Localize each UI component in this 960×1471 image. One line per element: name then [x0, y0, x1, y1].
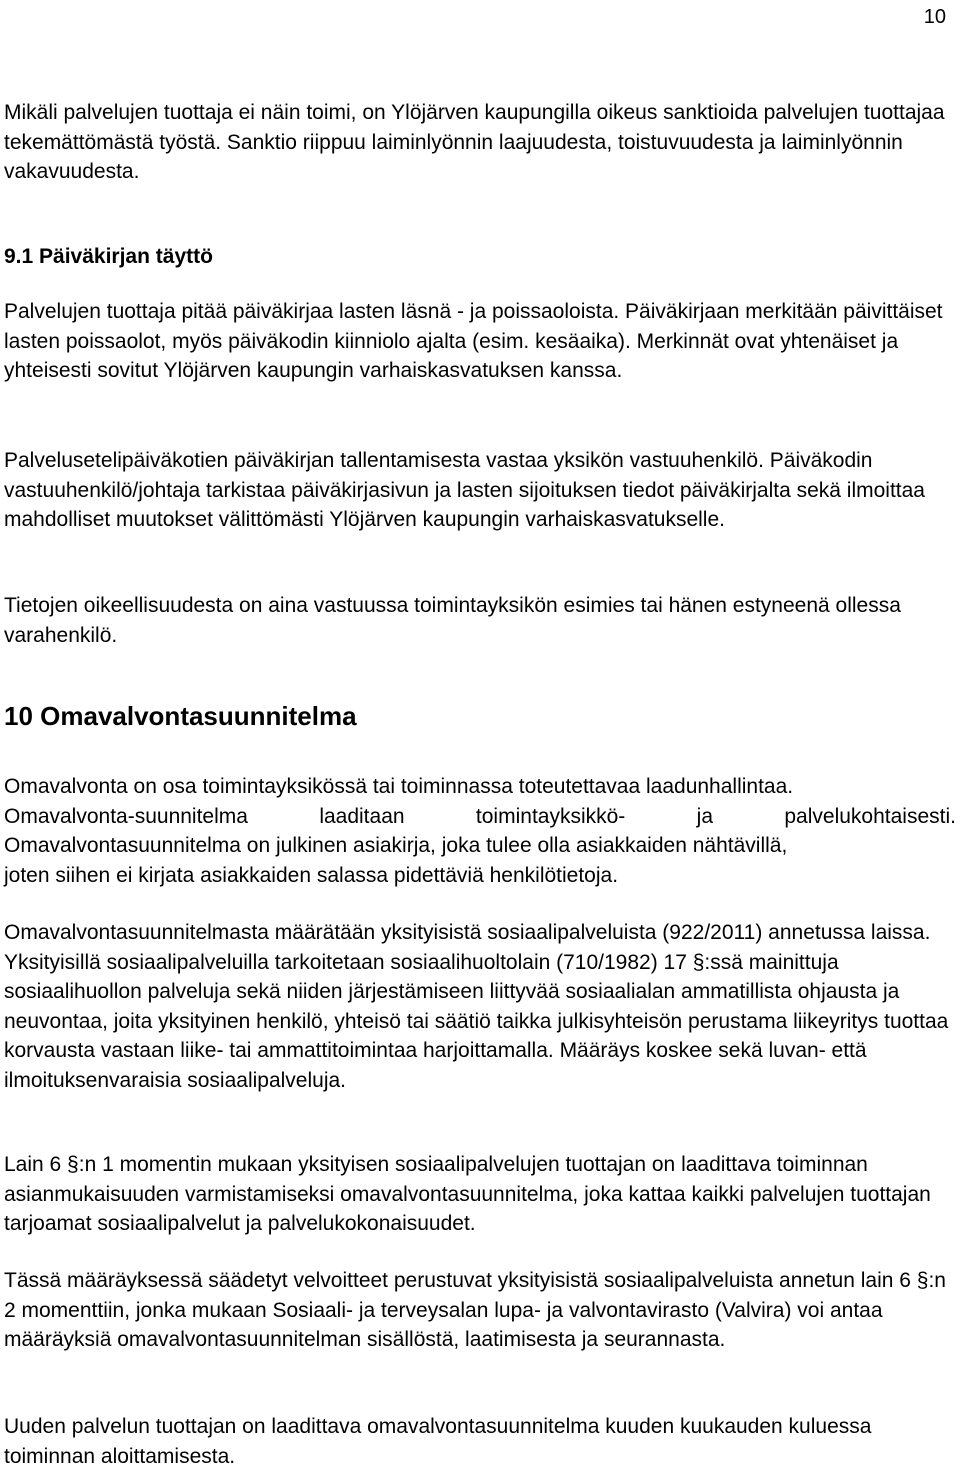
section-10-paragraph-5: Uuden palvelun tuottajan on laadittava omavalvontasuunnitelma kuuden kuukauden kuluessa toiminnan aloittamisesta. [4, 1415, 872, 1468]
section-10-paragraph-1-line: joten siihen ei kirjata asiakkaiden salassa pidettäviä henkilötietoja. [4, 863, 619, 887]
section-10-paragraph-3: Lain 6 §:n 1 momentin mukaan yksityisen sosiaalipalvelujen tuottajan on laadittava toiminnan asianmukaisuuden varmistamiseksi omavalvontasuunnitelma, joka kattaa kaikki palvelujen tuottajan tarjoamat sosiaalipalvelut ja palvelukokonaisuudet. [4, 1153, 931, 1235]
section-10-paragraph-1 [4, 772, 956, 890]
word: ja [696, 804, 714, 828]
section-9-1-heading: 9.1 Päiväkirjan täyttö [4, 245, 213, 268]
word: palvelukohtaisesti. [784, 804, 956, 828]
word: Omavalvonta-suunnitelma [4, 804, 248, 828]
page-number: 10 [923, 6, 946, 28]
section-10-paragraph-2: Omavalvontasuunnitelmasta määrätään yksityisistä sosiaalipalveluista (922/2011) annetussa laissa. Yksityisillä sosiaalipalveluilla tarkoitetaan sosiaalihuoltolain (710/1982) 17 §:ssä mainittuja sosiaalihuollon palveluja sekä niiden järjestämiseen liittyvää sosiaalialan ammatillista ohjausta ja neuvontaa, joita yksityinen henkilö, yhteisö tai säätiö taikka julkisyhteisön perustama liikeyritys tuottaa korvausta vastaan liike- tai ammattitoimintaa harjoittamalla. Määräys koskee sekä luvan- että ilmoituksenvaraisia sosiaalipalveluja. [4, 921, 949, 1092]
intro-paragraph: Mikäli palvelujen tuottaja ei näin toimi, on Ylöjärven kaupungilla oikeus sanktioida palvelujen tuottajaa tekemättömästä työstä. Sanktio riippuu laiminlyönnin laajuudesta, toistuvuudesta ja laiminlyönnin vakavuudesta. [4, 101, 945, 183]
section-9-1-paragraph-1: Palvelujen tuottaja pitää päiväkirjaa lasten läsnä - ja poissaoloista. Päiväkirjaan merkitään päivittäiset lasten poissaolot, myös päiväkodin kiinniolo ajalta (esim. kesäaika). Merkinnät ovat yhtenäiset ja yhteisesti sovitut Ylöjärven kaupungin varhaiskasvatuksen kanssa. [4, 300, 943, 382]
section-10-paragraph-4: Tässä määräyksessä säädetyt velvoitteet perustuvat yksityisistä sosiaalipalveluista annetun lain 6 §:n 2 momenttiin, jonka mukaan Sosiaali- ja terveysalan lupa- ja valvontavirasto (Valvira) voi antaa määräyksiä omavalvontasuunnitelman sisällöstä, laatimisesta ja seurannasta. [4, 1269, 946, 1351]
section-10-heading: 10 Omavalvontasuunnitelma [4, 701, 357, 731]
section-9-1-paragraph-2: Palvelusetelipäiväkotien päiväkirjan tallentamisesta vastaa yksikön vastuuhenkilö. Päiväkodin vastuuhenkilö/johtaja tarkistaa päiväkirjasivun ja lasten sijoituksen tiedot päiväkirjalta sekä ilmoittaa mahdolliset muutokset välittömästi Ylöjärven kaupungin varhaiskasvatukselle. [4, 449, 925, 531]
section-10-paragraph-1-line-justified [4, 802, 956, 832]
section-10-paragraph-1-line: Omavalvonta on osa toimintayksikössä tai toiminnassa toteutettavaa laadunhallintaa. [4, 775, 794, 798]
section-9-1-paragraph-3: Tietojen oikeellisuudesta on aina vastuussa toimintayksikön esimies tai hänen estyneenä ollessa varahenkilö. [4, 594, 901, 647]
word: laaditaan [319, 804, 405, 828]
section-10-paragraph-1-line: Omavalvontasuunnitelma on julkinen asiakirja, joka tulee olla asiakkaiden nähtävillä, [4, 834, 788, 857]
word: toimintayksikkö- [475, 804, 626, 828]
